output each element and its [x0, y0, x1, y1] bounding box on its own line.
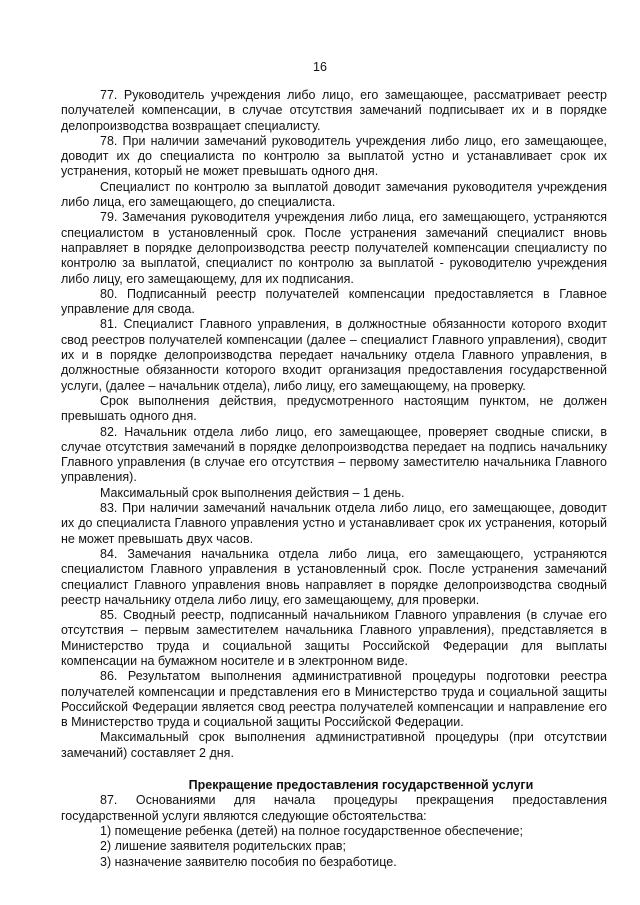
paragraph-80: 80. Подписанный реестр получателей компенсации предоставляется в Главное управление для свода.	[61, 286, 607, 317]
section-heading: Прекращение предоставления государственной услуги	[188, 778, 534, 793]
list-item: 2) лишение заявителя родительских прав;	[100, 839, 346, 854]
paragraph-84: 84. Замечания начальника отдела либо лица, его замещающего, устраняются специалистом Главного управления в установленный срок. После устранения замечаний специалист Главного управления вновь направляет в порядке делопроизводства сводный реестр начальнику отдела либо лицу, его замещающему, для проверки.	[61, 546, 607, 607]
paragraph-83: 83. При наличии замечаний начальник отдела либо лицо, его замещающее, доводит их до специалиста Главного управления устно и устанавливает срок их устранения, который не может превышать двух часов.	[61, 501, 607, 546]
paragraph-77: 77. Руководитель учреждения либо лицо, его замещающее, рассматривает реестр получателей компенсации, в случае отсутствия замечаний подписывает их и в порядке делопроизводства возвращает специалисту.	[61, 88, 607, 133]
paragraph-86-term: Максимальный срок выполнения административной процедуры (при отсутствии замечаний) составляет 2 дня.	[61, 730, 607, 760]
paragraph-85: 85. Сводный реестр, подписанный начальником Главного управления (в случае его отсутствия – первым заместителем начальника Главного управления), представляется в Министерство труда и социальной защиты Российской Федерации для выплаты компенсации на бумажном носителе и в электронном виде.	[61, 608, 607, 668]
paragraph-81: 81. Специалист Главного управления, в должностные обязанности которого входит свод реестров получателей компенсации (далее – специалист Главного управления), сводит их и в порядке делопроизводства передает начальнику отдела Главного управления, в должностные обязанности которого входит организация предоставления государственной услуги, (далее – начальник отдела), либо лицу, его замещающему, на проверку.	[61, 317, 607, 393]
paragraph-87: 87. Основаниями для начала процедуры прекращения предоставления государственной услуги являются следующие обстоятельства:	[61, 793, 607, 823]
list-item: 3) назначение заявителю пособия по безработице.	[100, 854, 397, 869]
paragraph-78: 78. При наличии замечаний руководитель учреждения либо лицо, его замещающее, доводит их до специалиста по контролю за выплатой устно и устанавливает срок их устранения, который не может превышать одного дня.	[61, 133, 607, 179]
paragraph-82-term: Максимальный срок выполнения действия – 1 день.	[100, 485, 405, 500]
paragraph-78-note: Специалист по контролю за выплатой доводит замечания руководителя учреждения либо лица, его замещающего, до специалиста.	[61, 179, 607, 210]
document-body	[61, 88, 607, 870]
paragraph-82: 82. Начальник отдела либо лицо, его замещающее, проверяет сводные списки, в случае отсутствия замечаний в порядке делопроизводства передает на подпись начальнику Главного управления (в случае его отсутствия – первому заместителю начальника Главного управления).	[61, 424, 607, 485]
paragraph-86: 86. Результатом выполнения административной процедуры подготовки реестра получателей компенсации и представления его в Министерство труда и социальной защиты Российской Федерации является свод реестра получателей компенсации и направление его в Министерство труда и социальной защиты Российской Федерации.	[61, 669, 607, 730]
list-item: 1) помещение ребенка (детей) на полное государственное обеспечение;	[100, 823, 523, 838]
page-number: 16	[313, 60, 327, 74]
paragraph-81-term: Срок выполнения действия, предусмотренного настоящим пунктом, не должен превышать одного дня.	[61, 393, 607, 424]
paragraph-79: 79. Замечания руководителя учреждения либо лица, его замещающего, устраняются специалистом в установленный срок. После устранения замечаний специалист вновь направляет в порядке делопроизводства реестр получателей компенсации специалисту по контролю за выплатой, специалист по контролю за выплатой - руководителю учреждения либо лицу, его замещающему, для их подписания.	[61, 210, 607, 286]
